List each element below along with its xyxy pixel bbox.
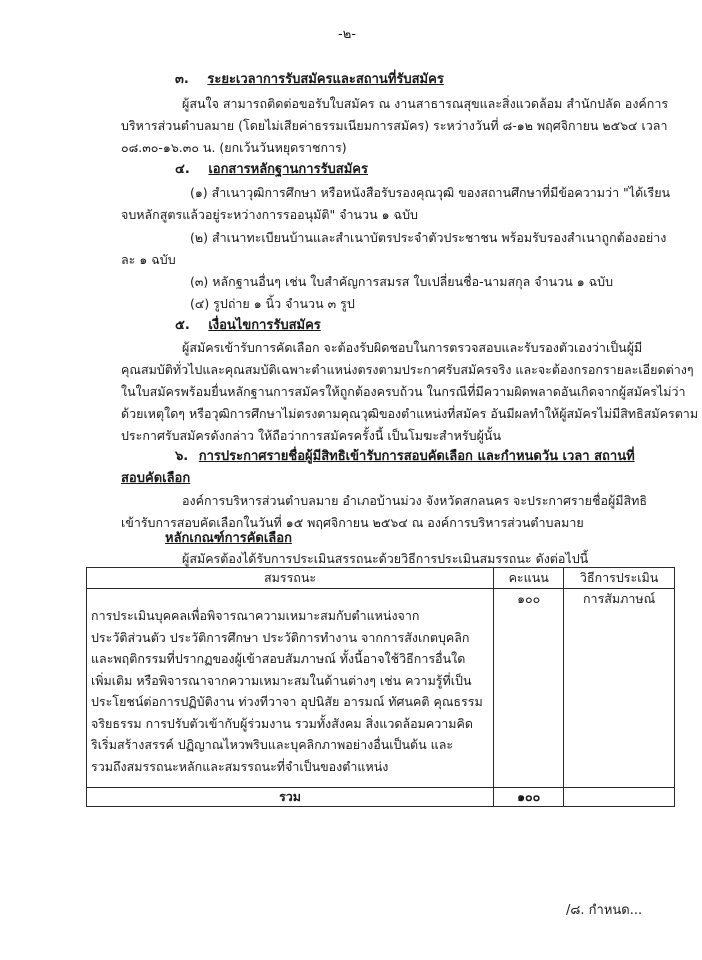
table-total-row bbox=[87, 788, 675, 807]
method-value: การสัมภาษณ์ bbox=[582, 591, 656, 606]
criteria-title: หลักเกณฑ์การคัดเลือก bbox=[165, 531, 292, 546]
header-score: คะแนน bbox=[494, 568, 564, 589]
section-5-heading bbox=[175, 317, 321, 334]
competency-cell bbox=[87, 589, 494, 788]
section-6-heading bbox=[175, 448, 635, 465]
section-4-heading bbox=[175, 161, 368, 178]
competency-line-1: การประเมินบุคคลเพื่อพิจารณาความเหมาะสมกับตำแหน่งจาก bbox=[91, 608, 420, 623]
table-header-row bbox=[87, 568, 675, 589]
total-label: รวม bbox=[87, 788, 494, 807]
section-4-title: เอกสารหลักฐานการรับสมัคร bbox=[208, 162, 368, 177]
competency-line-6: จริยธรรม การปรับตัวเข้ากับผู้ร่วมงาน รวมทั้งสังคม สิ่งแวดล้อมความคิด bbox=[91, 715, 474, 731]
section-5-line-2: คุณสมบัติทั่วไปและคุณสมบัติเฉพาะตำแหน่งตรงตามประกาศรับสมัครจริง และจะต้องกรอกรายละเอียดต่างๆ bbox=[121, 362, 694, 377]
section-3-line-3: ๐๘.๓๐-๑๖.๓๐ น. (ยกเว้นวันหยุดราชการ) bbox=[121, 140, 347, 155]
section-5-line-5: ประกาศรับสมัครดังกล่าว ให้ถือว่าการสมัครครั้งนี้ เป็นโมฆะสำหรับผู้นั้น bbox=[121, 428, 501, 443]
section-4-line-6: (๔) รูปถ่าย ๑ นิ้ว จำนวน ๓ รูป bbox=[190, 296, 355, 311]
next-page-indicator: /๘. กำหนด... bbox=[566, 903, 643, 918]
section-5-line-1: ผู้สมัครเข้ารับการคัดเลือก จะต้องรับผิดชอบในการตรวจสอบและรับรองตัวเองว่าเป็นผู้มี bbox=[182, 340, 643, 355]
section-3-title: ระยะเวลาการรับสมัครและสถานที่รับสมัคร bbox=[207, 72, 444, 87]
section-6-line-2: เข้ารับการสอบคัดเลือกในวันที่ ๑๕ พฤศจิกายน ๒๕๖๔ ณ องค์การบริหารส่วนตำบลมาย bbox=[121, 515, 584, 530]
section-5-title: เงื่อนไขการรับสมัคร bbox=[208, 318, 321, 333]
section-4-number: ๔. bbox=[175, 162, 190, 177]
section-6-line-1: องค์การบริหารส่วนตำบลมาย อำเภอบ้านม่วง จังหวัดสกลนคร จะประกาศรายชื่อผู้มีสิทธิ bbox=[182, 493, 648, 508]
section-4-line-1: (๑) สำเนาวุฒิการศึกษา หรือหนังสือรับรองคุณวุฒิ ของสถานศึกษาที่มีข้อความว่า "ได้เรียน bbox=[190, 185, 671, 200]
section-4-line-5: (๓) หลักฐานอื่นๆ เช่น ใบสำคัญการสมรส ใบเปลี่ยนชื่อ-นามสกุล จำนวน ๑ ฉบับ bbox=[190, 274, 614, 289]
section-4-line-4: ละ ๑ ฉบับ bbox=[121, 252, 176, 267]
header-method: วิธีการประเมิน bbox=[564, 568, 675, 589]
method-cell bbox=[564, 589, 675, 788]
total-method-empty bbox=[564, 788, 675, 807]
competency-line-7: ริเริ่มสร้างสรรค์ ปฏิญาณไหวพริบและบุคลิกภาพอย่างอื่นเป็นต้น และ bbox=[91, 737, 454, 752]
section-5-line-4: ด้วยเหตุใดๆ หรือวุฒิการศึกษาไม่ตรงตามคุณวุฒิของตำแหน่งที่สมัคร อันมีผลทำให้ผู้สมัครไม่มีสิทธิสมัครตาม bbox=[121, 406, 699, 421]
section-4-line-2: จบหลักสูตรแล้วอยู่ระหว่างการรออนุมัติ" จำนวน ๑ ฉบับ bbox=[121, 207, 418, 222]
header-competency: สมรรถนะ bbox=[87, 568, 494, 589]
competency-line-8: รวมถึงสมรรถนะหลักและสมรรถนะที่จำเป็นของตำแหน่ง bbox=[91, 758, 389, 774]
competency-line-2: ประวัติส่วนตัว ประวัติการศึกษา ประวัติการทำงาน จากการสังเกตบุคลิก bbox=[91, 629, 470, 645]
section-6-number: ๖. bbox=[175, 449, 189, 464]
assessment-table bbox=[86, 567, 675, 807]
table-row bbox=[87, 589, 675, 788]
section-3-number: ๓. bbox=[175, 72, 189, 87]
competency-line-4: เพิ่มเติม หรือพิจารณาจากความเหมาะสมในด้านต่างๆ เช่น ความรู้ที่เป็น bbox=[91, 672, 472, 688]
section-6-title-1: การประกาศรายชื่อผู้มีสิทธิเข้ารับการสอบคัดเลือก และกำหนดวัน เวลา สถานที่ bbox=[198, 449, 635, 464]
section-4-line-3: (๒) สำเนาทะเบียนบ้านและสำเนาบัตรประจำตัวประชาชน พร้อมรับรองสำเนาถูกต้องอย่าง bbox=[190, 230, 667, 245]
score-value: ๑๐๐ bbox=[517, 591, 541, 606]
competency-line-3: และพฤติกรรมที่ปรากฏของผู้เข้าสอบสัมภาษณ์ ทั้งนี้อาจใช้วิธีการอื่นใด bbox=[91, 651, 466, 666]
section-3-line-2: บริหารส่วนตำบลมาย (โดยไม่เสียค่าธรรมเนียมการสมัคร) ระหว่างวันที่ ๘-๑๒ พฤศจิกายน ๒๕๖๔ เวลา bbox=[121, 118, 668, 133]
score-cell bbox=[494, 589, 564, 788]
section-6-title-2: สอบคัดเลือก bbox=[121, 471, 191, 486]
section-5-number: ๕. bbox=[175, 318, 190, 333]
total-score: ๑๐๐ bbox=[494, 788, 564, 807]
section-5-line-3: ในใบสมัครพร้อมยื่นหลักฐานการสมัครให้ถูกต้องครบถ้วน ในกรณีที่มีความผิดพลาดอันเกิดจากผู้สมัครไม่ว่า bbox=[121, 384, 686, 399]
competency-line-5: ประโยชน์ต่อการปฏิบัติงาน ท่วงทีวาจา อุปนิสัย อารมณ์ ทัศนคติ คุณธรรม bbox=[91, 694, 483, 709]
section-3-line-1: ผู้สนใจ สามารถติดต่อขอรับใบสมัคร ณ งานสาธารณสุขและสิ่งแวดล้อม สำนักปลัด องค์การ bbox=[182, 96, 669, 111]
section-3-heading bbox=[175, 71, 444, 88]
criteria-intro: ผู้สมัครต้องได้รับการประเมินสรรถนะด้วยวิธีการประเมินสมรรถนะ ดังต่อไปนี้ bbox=[182, 551, 589, 566]
page-number: -๒- bbox=[338, 27, 356, 42]
